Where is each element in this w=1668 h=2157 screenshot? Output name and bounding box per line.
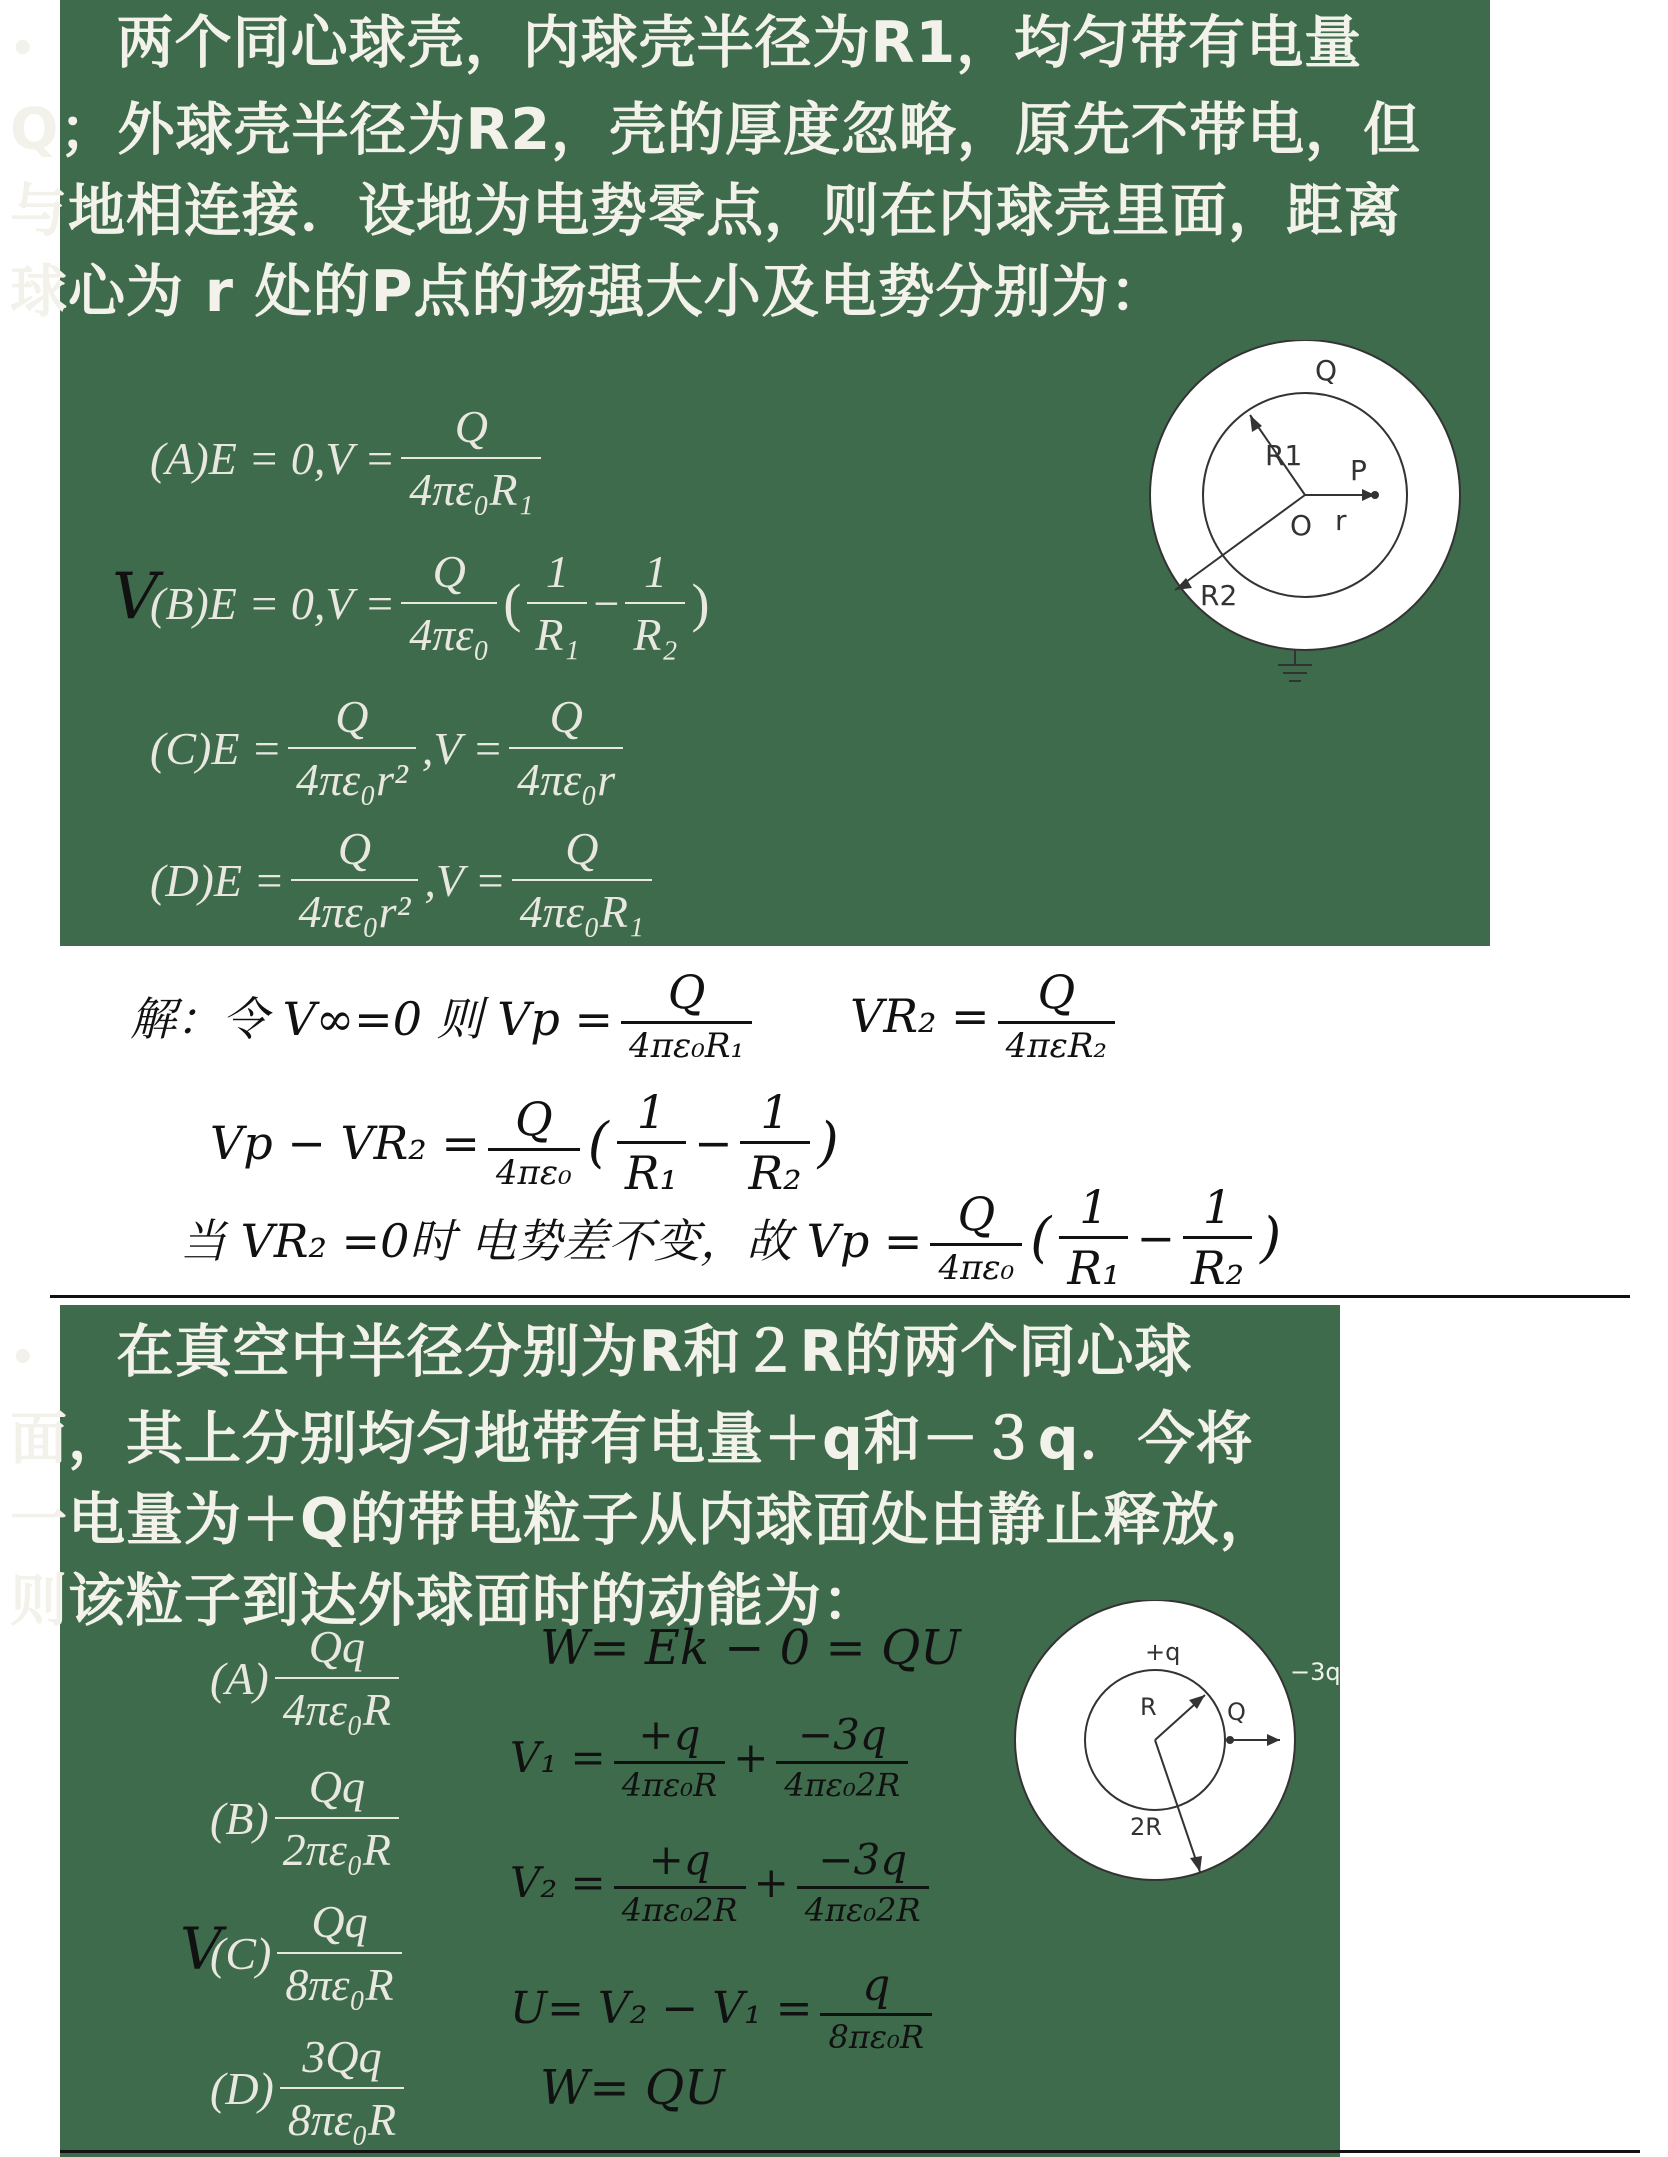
solution1-line2: Vp − VR₂ = $\frac{Q}{\text{4πε₀}}$ ( $\frac{1}{\text{R₁}}$ − $\frac{1}{\text{R₂}}$ ): [210, 1085, 839, 1200]
label-q: Q: [1227, 1698, 1246, 1726]
problem2-option-d: (D) $\frac{3Qq}{\text{8πε₀R}}$: [210, 2030, 410, 2146]
problem1-bullet: •: [10, 26, 37, 72]
label-r2: R2: [1200, 579, 1238, 612]
solution1-line3: 当 VR₂ =0时 电势差不变，故 Vp = $\frac{Q}{\text{4πε₀}}$ ( $\frac{1}{\text{R₁}}$ − $\frac{1}{\text{R₂}}$ ): [180, 1180, 1282, 1295]
solution2-v2: V₂ = $\frac{+q}{\text{4πε₀2R}}$ + $\frac{-3q}{\text{4πε₀2R}}$: [510, 1835, 937, 1929]
problem1-text: [10, 3, 1430, 333]
problem2-option-c: (C) $\frac{Qq}{\text{8πε₀R}}$: [210, 1895, 408, 2011]
bottom-line: [60, 2150, 1640, 2153]
problem1-sphere-diagram: [1130, 340, 1470, 710]
label-minus-3q: −3q: [1290, 1658, 1341, 1686]
label-plus-q: +q: [1145, 1638, 1181, 1666]
label-p: P: [1350, 454, 1367, 487]
problem2-sphere-diagram: [1005, 1600, 1345, 1890]
problem2-text: [10, 1312, 1280, 1642]
problem2-statement: 在真空中半径分别为R和２R的两个同心球面，其上分别均匀地带有电量＋q和－３q．今将一电量为＋Q的带电粒子从内球面处由静止释放，则该粒子到达外球面时的动能为：: [10, 1319, 1278, 1634]
label-2r: 2R: [1130, 1813, 1162, 1841]
problem2-option-a: (A) $\frac{Qq}{\text{4πε₀R}}$: [210, 1620, 405, 1736]
solution2-result: W= QU: [540, 2060, 725, 2116]
label-r: r: [1335, 504, 1347, 537]
problem1-option-a: (A)E = 0,V = $\frac{Q}{\text{4πε₀R₁}}$: [150, 400, 547, 516]
label-q: Q: [1315, 354, 1338, 387]
problem1-option-c: (C)E = $\frac{Q}{\text{4πε₀r²}}$ ,V = $\frac{Q}{\text{4πε₀r}}$: [150, 690, 629, 806]
divider-line: [50, 1295, 1630, 1298]
solution2-v1: V₁ = $\frac{+q}{\text{4πε₀R}}$ + $\frac{-3q}{\text{4πε₀2R}}$: [510, 1710, 916, 1804]
label-r: R: [1140, 1693, 1157, 1721]
problem2-bullet: •: [10, 1335, 37, 1381]
problem2-option-b: (B) $\frac{Qq}{\text{2πε₀R}}$: [210, 1760, 405, 1876]
solution2-work: W= Ek − 0 = QU: [540, 1620, 961, 1676]
problem2-answer-mark: V: [180, 1915, 222, 1983]
problem1-option-b: (B)E = 0,V = $\frac{Q}{\text{4πε₀}}$ ( $\frac{1}{\text{R₁}}$ − $\frac{1}{\text{R₂}}$ ): [150, 546, 710, 660]
solution2-u: U= V₂ − V₁ = $\frac{q}{\text{8πε₀R}}$: [510, 1960, 940, 2056]
solution1-line1: 解：令 V∞=0 则 Vp = $\frac{Q}{\text{4πε₀R₁}}$ VR₂ = $\frac{Q}{\text{4πεR₂}}$: [130, 965, 1123, 1066]
problem1-option-d: (D)E = $\frac{Q}{\text{4πε₀r²}}$ ,V = $\frac{Q}{\text{4πε₀R₁}}$: [150, 822, 658, 938]
problem1-answer-mark: V: [112, 560, 159, 634]
problem1-statement: 两个同心球壳，内球壳半径为R1，均匀带有电量Q；外球壳半径为R2，壳的厚度忽略，原先不带电，但与地相连接．设地为电势零点，则在内球壳里面，距离球心为 r 处的P点的场强大小及电势分别为：: [10, 10, 1422, 325]
label-o: O: [1290, 509, 1313, 542]
label-r1: R1: [1265, 439, 1303, 472]
